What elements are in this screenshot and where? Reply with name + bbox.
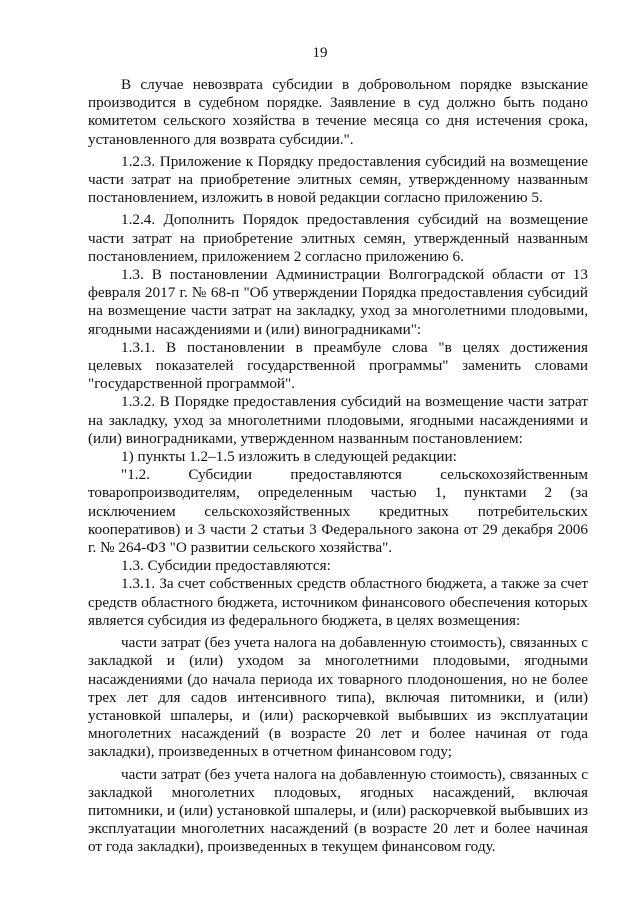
paragraph-points-1-2-1-5: 1) пункты 1.2–1.5 изложить в следующей редакции: [121, 448, 457, 466]
paragraph-quoted-1-3-1: 1.3.1. За счет собственных средств областного бюджета, а также за счет средств областного бюджета, источником финансового обеспечения которых является субсидия из федерального бюджета, в целях возмещения: [88, 575, 588, 629]
paragraph-1-2-3: 1.2.3. Приложение к Порядку предоставления субсидий на возмещение части затрат на приобретение элитных семян, утвержденному названным постановлением, изложить в новой редакции согласно приложению 5. [88, 152, 588, 207]
paragraph-1-3-2: 1.3.2. В Порядке предоставления субсидий на возмещение части затрат на закладку, уход за многолетними плодовыми, ягодными насаждениями и (или) виноградниками, утвержденном названным постановлением: [88, 393, 588, 447]
paragraph-1-2-4: 1.2.4. Дополнить Порядок предоставления субсидий на возмещение части затрат на приобретение элитных семян, утвержденный названным постановлением, приложением 2 согласно приложению 6. [88, 211, 588, 265]
document-body [88, 76, 588, 857]
page-number: 19 [312, 45, 328, 61]
paragraph-costs-reporting-year: части затрат (без учета налога на добавленную стоимость), связанных с закладкой и (или) уходом за многолетними плодовыми, ягодными насаждениями (до начала периода их товарного плодоношения, но не более трех лет для садов интенсивного типа), включая питомники, и (или) установкой шпалеры, и (или) раскорчевкой выбывших из эксплуатации многолетних насаждений (в возрасте 20 лет и более начиная от года закладки), произведенных в отчетном финансовом году; [88, 634, 588, 761]
paragraph-quoted-1-2: "1.2. Субсидии предоставляются сельскохозяйственным товаропроизводителям, определенным частью 1, пунктами 2 (за исключением сельскохозяйственных кредитных потребительских кооперативов) и 3 части 2 статьи 3 Федерального закона от 29 декабря 2006 г. № 264-ФЗ "О развитии сельского хозяйства". [88, 466, 588, 557]
paragraph-1-3: 1.3. В постановлении Администрации Волгоградской области от 13 февраля 2017 г. № 68-п "Об утверждении Порядка предоставления субсидий на возмещение части затрат на закладку, уход за многолетними плодовыми, ягодными насаждениями и (или) виноградниками": [88, 266, 588, 338]
paragraph-subsidy-return: В случае невозврата субсидии в добровольном порядке взыскание производится в судебном порядке. Заявление в суд должно быть подано комитетом сельского хозяйства в течение месяца со дня истечения срока, установленного для возврата субсидии.". [88, 76, 588, 148]
paragraph-quoted-1-3: 1.3. Субсидии предоставляются: [121, 557, 331, 575]
paragraph-costs-current-year: части затрат (без учета налога на добавленную стоимость), связанных с закладкой многолетних плодовых, ягодных насаждений, включая питомники, и (или) установкой шпалеры, и (или) раскорчевкой выбывших из эксплуатации многолетних насаждений (в возрасте 20 лет и более начиная от года закладки), произведенных в текущем финансовом году. [88, 765, 588, 856]
paragraph-1-3-1: 1.3.1. В постановлении в преамбуле слова "в целях достижения целевых показателей государственной программы" заменить словами "государственной программой". [88, 338, 588, 393]
